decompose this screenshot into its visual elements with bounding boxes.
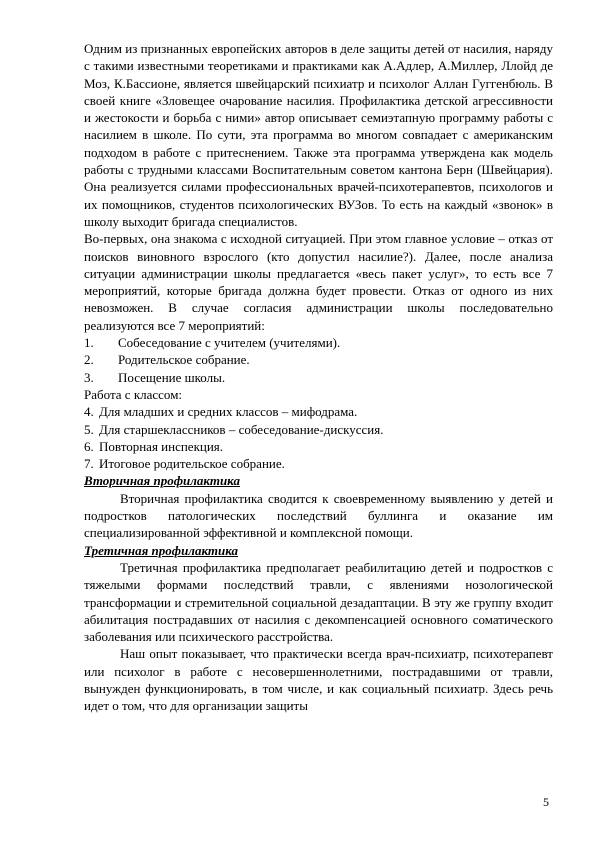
list-item-number: 2.	[84, 352, 94, 368]
list-item	[84, 403, 553, 420]
page-number: 5	[543, 795, 549, 809]
list-item	[84, 351, 553, 368]
experience-paragraph: Наш опыт показывает, что практически всегда врач-психиатр, психотерапевт или психолог в работе с несовершеннолетними, пострадавшими от травли, вынужден функционировать, в том числе, и как социальный психиатр. Здесь речь идет о том, что для организации защиты	[84, 646, 553, 714]
tertiary-heading: Третичная профилактика	[84, 542, 239, 558]
list-item	[84, 438, 553, 455]
tertiary-paragraph: Третичная профилактика предполагает реабилитацию детей и подростков с тяжелыми формами последствий травли, с явлениями нозологической трансформации и стремительной социальной дезадаптации. В эту же группу входит абилитация пострадавших от насилия с декомпенсацией основного соматического заболевания или психического расстройства.	[84, 559, 553, 645]
list-item-text: Для старшеклассников – собеседование-дискуссия.	[99, 421, 384, 437]
list-item-text: Собеседование с учителем (учителями).	[118, 335, 341, 351]
secondary-heading: Вторичная профилактика	[84, 473, 240, 489]
list-item-number: 5.	[84, 421, 94, 437]
list-item-number: 3.	[84, 369, 94, 385]
list-item-number: 6.	[84, 438, 94, 454]
list-item-number: 7.	[84, 456, 94, 472]
list-item	[84, 334, 553, 351]
secondary-paragraph: Вторичная профилактика сводится к своевременному выявлению у детей и подростков патологических последствий буллинга и оказание им специализированной эффективной и комплексной помощи.	[84, 490, 553, 541]
list-item-text: Итоговое родительское собрание.	[99, 456, 285, 472]
list-item-text: Посещение школы.	[118, 369, 226, 385]
list-item-number: 1.	[84, 335, 94, 351]
list-item-text: Для младших и средних классов – мифодрама.	[99, 404, 358, 420]
list-item-text: Родительское собрание.	[118, 352, 250, 368]
class-work-label: Работа с классом:	[84, 386, 183, 402]
list-item	[84, 369, 553, 386]
list-item-number: 4.	[84, 404, 94, 420]
page-content	[84, 40, 553, 715]
paragraph-first-steps: Во-первых, она знакома с исходной ситуацией. При этом главное условие – отказ от поисков виновного взрослого (кто допустил насилие?). Далее, после анализа ситуации администрации школы предлагается «весь пакет услуг», то есть все 7 мероприятий, которые бригада должна будет провести. Отказ от одного из них невозможен. В случае согласия администрации школы последовательно реализуются все 7 мероприятий:	[84, 231, 553, 333]
list-item	[84, 455, 553, 472]
list-item-text: Повторная инспекция.	[99, 438, 224, 454]
list-item	[84, 421, 553, 438]
paragraph-intro: Одним из признанных европейских авторов в деле защиты детей от насилия, наряду с такими известными теоретиками и практиками как А.Адлер, А.Миллер, Ллойд де Моз, К.Бассионе, является швейцарский психиатр и психолог Аллан Гуггенбюль. В своей книге «Зловещее очарование насилия. Профилактика детской агрессивности и жестокости и борьба с ними» автор описывает семиэтапную программу работы с насилием в школе. По сути, эта программа во многом совпадает с американским подходом в работе с притеснением. Также эта программа утверждена как модель работы с трудными классами Воспитательным советом кантона Берн (Швейцария). Она реализуется силами профессиональных врачей-психотерапевтов, психологов и их помощников, студентов психологических ВУЗов. То есть на каждый «звонок» в школу выходит бригада специалистов.	[84, 41, 553, 229]
